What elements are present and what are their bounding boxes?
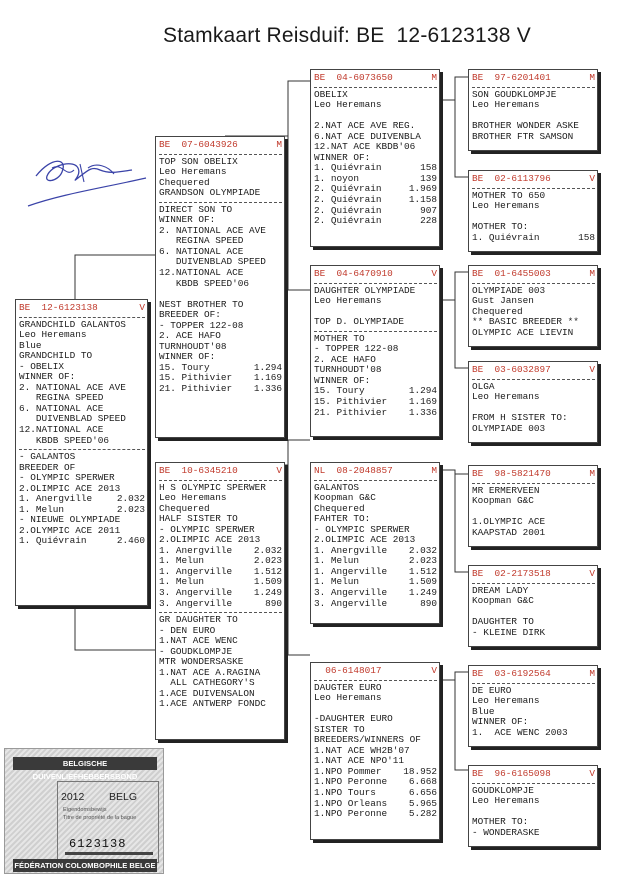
card-text-line: - GALANTOS: [19, 451, 76, 463]
result-race: 15. Toury: [314, 385, 365, 397]
card-header: [472, 469, 595, 480]
card-header: [314, 269, 437, 280]
card-text-line: - DEN EURO: [159, 624, 216, 636]
card-text-line: OLYMPIC ACE LIEVIN: [472, 326, 574, 338]
card-text-line: - TOPPER 122-08: [159, 319, 244, 331]
result-race: 1. Angerville: [314, 565, 388, 577]
result-race: 2. Quiévrain: [314, 194, 382, 206]
ring-number: 10-6345210: [181, 465, 238, 476]
card-text-line: 1.ACE DUIVENSALON: [159, 687, 255, 699]
card-text-line: BREEDER OF: [19, 461, 76, 473]
divider: [472, 87, 595, 88]
result-value: 158: [578, 231, 595, 243]
card-header: [314, 666, 437, 677]
card-text-line: WINNER OF:: [314, 374, 371, 386]
country-code: BE: [472, 768, 484, 779]
federation-stamp: [4, 748, 164, 874]
divider: [19, 449, 145, 450]
sex-code: M: [589, 72, 595, 83]
card-text-line: - OLYMPIC SPERWER: [159, 523, 255, 535]
pigeon-card-dss: [468, 465, 598, 547]
card-text-line: BREEDERS/WINNERS OF: [314, 734, 421, 746]
country-code: BE: [19, 302, 31, 313]
card-text-line: - OLYMPIC SPERWER: [19, 472, 115, 484]
result-race: 1. Melun: [314, 576, 360, 588]
pigeon-card-dam-dam: [310, 662, 440, 840]
card-text-line: DUIVENBLAD SPEED: [19, 413, 126, 425]
sex-code: V: [589, 364, 595, 375]
result-race: 1. Anergville: [159, 544, 233, 556]
card-text-line: REGINA SPEED: [159, 235, 244, 247]
card-text-line: WINNER OF:: [159, 214, 216, 226]
card-header: [472, 73, 595, 84]
result-value: 18.952: [403, 765, 437, 777]
card-header: [19, 303, 145, 314]
result-value: 2.023: [116, 503, 145, 515]
result-row: [314, 216, 437, 227]
ring-number: 02-6113796: [494, 173, 551, 184]
card-header: [472, 669, 595, 680]
result-row: [159, 599, 282, 610]
pigeon-card-sire: [155, 136, 285, 438]
card-text-line: MOTHER TO: [314, 332, 365, 344]
card-text-line: KBDB SPEED'06: [19, 434, 110, 446]
result-race: 1.NPO Tours: [314, 787, 376, 799]
ring-number: 03-6192564: [494, 668, 551, 679]
ring-number: 02-2173518: [494, 568, 551, 579]
country-code: BE: [472, 668, 484, 679]
ring-number: 08-2048857: [336, 465, 393, 476]
ring-number: 03-6032897: [494, 364, 551, 375]
card-text-line: FAHTER TO:: [314, 513, 371, 525]
result-race: 1. Melun: [159, 576, 205, 588]
result-race: 1. noyon: [314, 172, 360, 184]
card-text-line: GR DAUGHTER TO: [159, 614, 238, 626]
stamp-country: BELG: [109, 791, 138, 803]
card-text-line: Leo Heremans: [472, 391, 540, 403]
card-text-line: Chequered: [159, 502, 210, 514]
card-text-line: - OBELIX: [19, 360, 65, 372]
card-text-line: WINNER OF:: [159, 351, 216, 363]
divider: [314, 680, 437, 681]
card-text-line: 12.NATIONAL ACE: [19, 424, 104, 436]
result-race: 3. Angerville: [159, 597, 233, 609]
card-text-line: - KLEINE DIRK: [472, 626, 546, 638]
pigeon-card-dsd: [468, 565, 598, 647]
result-value: 1.169: [408, 396, 437, 408]
card-text-line: - WONDERASKE: [472, 826, 540, 838]
card-text-line: Leo Heremans: [19, 329, 87, 341]
result-value: 139: [420, 172, 437, 184]
card-text-line: 2.OLYMPIC ACE 2011: [19, 524, 121, 536]
card-text-line: Leo Heremans: [314, 295, 382, 307]
card-text-line: TURNHOUDT'08: [314, 364, 382, 376]
card-text-line: DE EURO: [472, 684, 512, 696]
result-value: 1.509: [408, 576, 437, 588]
result-value: 1.512: [253, 565, 282, 577]
card-text-line: 1. ACE WENC 2003: [472, 726, 568, 738]
result-row: [314, 788, 437, 799]
card-text-line: 2.OLIMPIC ACE 2013: [159, 534, 261, 546]
sex-code: M: [589, 268, 595, 279]
sex-code: V: [589, 173, 595, 184]
result-value: 2.460: [116, 535, 145, 547]
result-race: 1. Angerville: [159, 565, 233, 577]
divider: [472, 483, 595, 484]
card-text-line: OLYMPIADE 003: [472, 422, 546, 434]
card-text-line: MR ERMERVEEN: [472, 484, 540, 496]
pigeon-card-dam: [155, 462, 285, 740]
result-value: 6.668: [408, 776, 437, 788]
result-race: 1.NPO Pommer: [314, 765, 382, 777]
result-race: 3. Angerville: [314, 587, 388, 599]
card-text-line: 2. NATIONAL ACE AVE: [159, 224, 266, 236]
divider: [159, 202, 282, 203]
card-text-line: Koopman G&C: [472, 595, 534, 607]
card-text-line: Leo Heremans: [472, 795, 540, 807]
card-text-line: NEST BROTHER TO: [159, 298, 244, 310]
result-race: 15. Toury: [159, 361, 210, 373]
divider: [159, 154, 282, 155]
result-race: 21. Pithivier: [159, 383, 233, 395]
result-race: 2. Quiévrain: [314, 204, 382, 216]
country-code: BE: [472, 268, 484, 279]
card-text-line: 12.NATIONAL ACE: [159, 267, 244, 279]
pigeon-card-ddd: [468, 765, 598, 847]
card-text-line: MOTHER TO 650: [472, 189, 546, 201]
result-race: 3. Angerville: [159, 587, 233, 599]
ring-number: 06-6148017: [325, 665, 382, 676]
result-row: [314, 195, 437, 206]
result-value: 1.249: [253, 587, 282, 599]
card-text-line: Chequered: [314, 502, 365, 514]
card-text-line: DAUGHTER TO: [472, 616, 534, 628]
result-value: 1.294: [408, 385, 437, 397]
sex-code: V: [431, 268, 437, 279]
card-text-line: 2.OLIMPIC ACE 2013: [19, 482, 121, 494]
result-row: [159, 588, 282, 599]
result-row: [314, 397, 437, 408]
card-header: [472, 174, 595, 185]
result-race: 1. Quiévrain: [19, 535, 87, 547]
country-code: BE: [314, 72, 326, 83]
result-race: 1. Melun: [159, 555, 205, 567]
stamp-line-2: Titre de propriété de la bague: [63, 815, 137, 821]
result-value: 1.509: [253, 576, 282, 588]
divider: [472, 683, 595, 684]
card-text-line: GRANDSON OLYMPIADE: [159, 187, 261, 199]
card-text-line: TOP SON OBELIX: [159, 155, 238, 167]
country-code: BE: [159, 139, 171, 150]
result-value: 1.969: [408, 183, 437, 195]
ring-number: 97-6201401: [494, 72, 551, 83]
card-text-line: Koopman G&C: [314, 492, 376, 504]
result-value: 1.512: [408, 565, 437, 577]
pigeon-card-sire-sire: [310, 69, 440, 247]
card-text-line: 2.NAT ACE AVE REG.: [314, 120, 416, 132]
result-value: 907: [420, 204, 437, 216]
ring-number: 96-6165098: [494, 768, 551, 779]
card-text-line: OLYMPIADE 003: [472, 284, 546, 296]
result-value: 2.032: [116, 493, 145, 505]
result-value: 6.656: [408, 787, 437, 799]
card-text-line: Leo Heremans: [159, 166, 227, 178]
card-text-line: MOTHER TO:: [472, 221, 529, 233]
result-row: [19, 536, 145, 547]
pigeon-card-sds: [468, 265, 598, 347]
sex-code: M: [431, 465, 437, 476]
card-text-line: TOP D. OLYMPIADE: [314, 316, 405, 328]
result-value: 2.023: [408, 555, 437, 567]
result-value: 5.965: [408, 797, 437, 809]
card-text-line: DIRECT SON TO: [159, 203, 233, 215]
result-row: [472, 233, 595, 244]
card-header: [314, 73, 437, 84]
result-value: 2.023: [253, 555, 282, 567]
result-value: 1.294: [253, 361, 282, 373]
divider: [159, 480, 282, 481]
stamp-bar: [65, 852, 153, 855]
page-title: Stamkaart Reisduif: BE 12-6123138 V: [163, 24, 531, 47]
result-race: 3. Angerville: [314, 597, 388, 609]
card-text-line: WINNER OF:: [314, 151, 371, 163]
divider: [472, 783, 595, 784]
card-text-line: WINNER OF:: [19, 371, 76, 383]
result-row: [159, 384, 282, 395]
sex-code: M: [589, 468, 595, 479]
card-text-line: 1.NAT ACE WH2B'07: [314, 744, 410, 756]
result-value: 890: [420, 597, 437, 609]
result-race: 1. Quiévrain: [472, 231, 540, 243]
result-value: 228: [420, 215, 437, 227]
result-row: [314, 408, 437, 419]
result-race: 15. Pithivier: [159, 372, 233, 384]
card-text-line: HALF SISTER TO: [159, 513, 238, 525]
ring-number: 01-6455003: [494, 268, 551, 279]
result-race: 1.NPO Orleans: [314, 797, 388, 809]
result-row: [314, 809, 437, 820]
card-header: [472, 569, 595, 580]
card-text-line: Leo Heremans: [472, 200, 540, 212]
country-code: NL: [314, 465, 326, 476]
divider: [472, 583, 595, 584]
card-text-line: GALANTOS: [314, 481, 360, 493]
card-text-line: 1.NAT ACE A.RAGINA: [159, 666, 261, 678]
result-race: 1. Melun: [314, 555, 360, 567]
ring-number: 12-6123138: [41, 302, 98, 313]
sex-code: V: [589, 568, 595, 579]
card-text-line: Leo Heremans: [159, 492, 227, 504]
pigeon-card-sdd: [468, 361, 598, 443]
card-text-line: Gust Jansen: [472, 295, 534, 307]
card-text-line: OLGA: [472, 380, 495, 392]
result-race: 1. Anergville: [314, 544, 388, 556]
result-race: 21. Pithivier: [314, 406, 388, 418]
result-race: 1.NPO Peronne: [314, 776, 388, 788]
card-text-line: 1.ACE ANTWERP FONDC: [159, 698, 266, 710]
card-text-line: Chequered: [159, 176, 210, 188]
sex-code: V: [431, 665, 437, 676]
card-text-line: ALL CATHEGORY'S: [159, 677, 255, 689]
result-race: 1. Melun: [19, 503, 65, 515]
ring-number: 04-6073650: [336, 72, 393, 83]
divider: [472, 283, 595, 284]
card-text-line: GOUDKLOMPJE: [472, 784, 534, 796]
stamp-line-1: Eigendomsbewijs: [63, 807, 107, 813]
card-text-line: SISTER TO: [314, 723, 365, 735]
card-text-line: DAUGTER EURO: [314, 681, 382, 693]
card-text-line: BROTHER FTR SAMSON: [472, 130, 574, 142]
card-text-line: H S OLYMPIC SPERWER: [159, 481, 266, 493]
card-header: [159, 140, 282, 151]
divider: [159, 612, 282, 613]
country-code: BE: [314, 268, 326, 279]
ring-number: 07-6043926: [181, 139, 238, 150]
card-text-line: Leo Heremans: [472, 99, 540, 111]
pigeon-card-dam-sire: [310, 462, 440, 624]
pigeon-card-sss: [468, 69, 598, 151]
card-text-line: 6. NATIONAL ACE: [159, 245, 244, 257]
sex-code: M: [589, 668, 595, 679]
card-text-line: 1.NAT ACE WENC: [159, 635, 238, 647]
card-text-line: TURNHOUDT'08: [159, 340, 227, 352]
divider: [314, 87, 437, 88]
pigeon-card-sire-dam: [310, 265, 440, 437]
result-row: [314, 599, 437, 610]
card-text-line: DREAM LADY: [472, 584, 529, 596]
pigeon-card-main: [15, 299, 148, 606]
divider: [19, 317, 145, 318]
country-code: BE: [472, 364, 484, 375]
result-value: 5.282: [408, 808, 437, 820]
divider: [472, 379, 595, 380]
sex-code: V: [276, 465, 282, 476]
card-text-line: DUIVENBLAD SPEED: [159, 256, 266, 268]
result-value: 2.032: [408, 544, 437, 556]
card-text-line: 2. NATIONAL ACE AVE: [19, 381, 126, 393]
card-text-line: MOTHER TO:: [472, 816, 529, 828]
result-value: 1.158: [408, 194, 437, 206]
card-text-line: 2.OLIMPIC ACE 2013: [314, 534, 416, 546]
card-text-line: 1.NAT ACE NPO'11: [314, 755, 405, 767]
country-code: BE: [472, 568, 484, 579]
result-race: 2. Quiévrain: [314, 183, 382, 195]
result-value: 158: [420, 162, 437, 174]
result-value: 1.336: [408, 406, 437, 418]
result-value: 890: [265, 597, 282, 609]
card-text-line: 2. ACE HAFO: [314, 353, 376, 365]
country-code: BE: [472, 468, 484, 479]
card-header: [314, 466, 437, 477]
card-text-line: ** BASIC BREEDER **: [472, 316, 579, 328]
sex-code: M: [431, 72, 437, 83]
card-text-line: FROM H SISTER TO:: [472, 412, 568, 424]
card-text-line: Blue: [472, 705, 495, 717]
card-text-line: GRANDCHILD GALANTOS: [19, 318, 126, 330]
result-value: 1.169: [253, 372, 282, 384]
sex-code: V: [139, 302, 145, 313]
card-header: [472, 365, 595, 376]
card-text-line: - OLYMPIC SPERWER: [314, 523, 410, 535]
card-header: [472, 769, 595, 780]
stamp-number: 6123138: [69, 837, 127, 851]
card-text-line: Leo Heremans: [472, 695, 540, 707]
result-value: 2.032: [253, 544, 282, 556]
result-race: 2. Quiévrain: [314, 215, 382, 227]
card-text-line: Leo Heremans: [314, 692, 382, 704]
sex-code: M: [276, 139, 282, 150]
card-text-line: SON GOUDKLOMPJE: [472, 88, 557, 100]
card-text-line: 12.NAT ACE KBDB'06: [314, 141, 416, 153]
pigeon-card-dds: [468, 665, 598, 747]
card-text-line: GRANDCHILD TO: [19, 350, 93, 362]
sex-code: V: [589, 768, 595, 779]
result-value: 1.249: [408, 587, 437, 599]
country-code: BE: [472, 72, 484, 83]
result-race: 1. Anergville: [19, 493, 93, 505]
card-text-line: KAAPSTAD 2001: [472, 526, 546, 538]
card-text-line: Koopman G&C: [472, 495, 534, 507]
card-text-line: OBELIX: [314, 88, 348, 100]
card-text-line: Blue: [19, 339, 42, 351]
result-race: 15. Pithivier: [314, 396, 388, 408]
card-text-line: BREEDER OF:: [159, 309, 221, 321]
stamp-top-band: BELGISCHE DUIVENLIEFHEBBERSBOND: [13, 757, 157, 770]
stamp-bottom-band: FÉDÉRATION COLOMBOPHILE BELGE: [14, 861, 156, 870]
card-text-line: REGINA SPEED: [19, 392, 104, 404]
divider: [314, 331, 437, 332]
card-text-line: MTR WONDERSASKE: [159, 656, 244, 668]
card-text-line: BROTHER WONDER ASKE: [472, 120, 579, 132]
divider: [472, 188, 595, 189]
result-race: 1. Quiévrain: [314, 162, 382, 174]
divider: [314, 283, 437, 284]
ring-number: 98-5821470: [494, 468, 551, 479]
card-text-line: 2. ACE HAFO: [159, 330, 221, 342]
result-value: 1.336: [253, 383, 282, 395]
card-text-line: 6. NATIONAL ACE: [19, 402, 104, 414]
divider: [314, 480, 437, 481]
card-text-line: - TOPPER 122-08: [314, 343, 399, 355]
card-text-line: WINNER OF:: [472, 716, 529, 728]
card-text-line: - GOUDKLOMPJE: [159, 645, 233, 657]
card-text-line: -DAUGHTER EURO: [314, 713, 393, 725]
card-header: [159, 466, 282, 477]
card-text-line: KBDB SPEED'06: [159, 277, 250, 289]
card-text-line: - NIEUWE OLYMPIADE: [19, 514, 121, 526]
result-row: [314, 588, 437, 599]
card-header: [472, 269, 595, 280]
country-code: BE: [159, 465, 171, 476]
card-text-line: 1.OLYMPIC ACE: [472, 516, 546, 528]
card-text-line: DAUGHTER OLYMPIADE: [314, 284, 416, 296]
card-text-line: Leo Heremans: [314, 99, 382, 111]
ring-number: 04-6470910: [336, 268, 393, 279]
stamp-year: 2012: [61, 791, 85, 803]
card-text-line: Chequered: [472, 305, 523, 317]
card-text-line: 6.NAT ACE DUIVENBLA: [314, 130, 421, 142]
country-code: BE: [472, 173, 484, 184]
pigeon-card-ssd: [468, 170, 598, 252]
result-race: 1.NPO Peronne: [314, 808, 388, 820]
